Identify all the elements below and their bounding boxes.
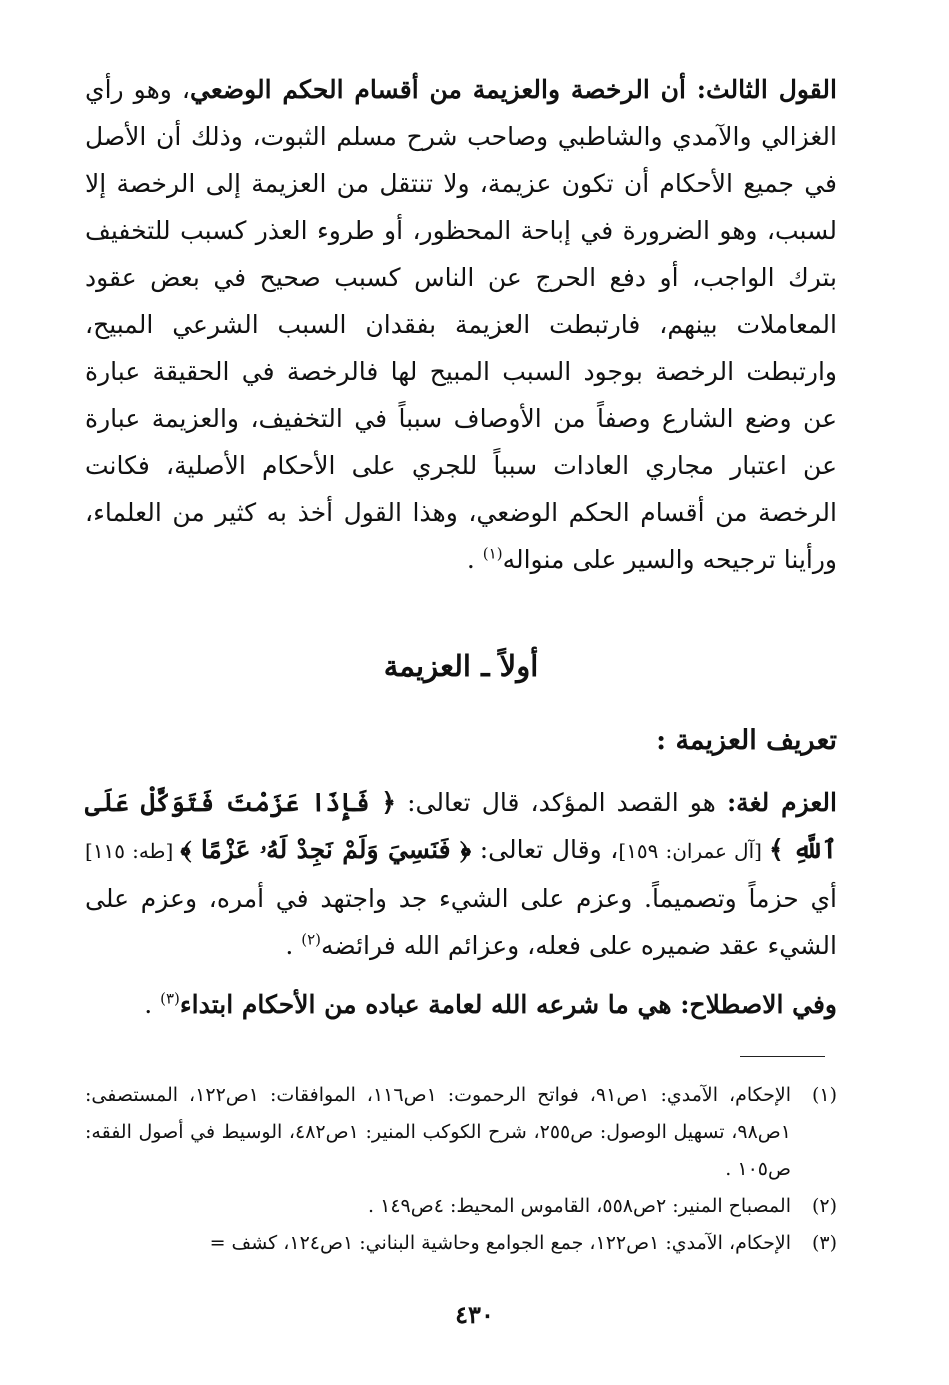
- page-number: ٤٣٠: [455, 1300, 494, 1329]
- quran-verse-1: ﴿ فَإِذَا عَزَمْتَ فَتَوَكَّلْ عَلَى ٱللَّهِ ﴾: [85, 788, 837, 864]
- definition-part2: ، وقال تعالى:: [471, 835, 619, 864]
- verse-citation-1: [آل عمران: ١٥٩]: [618, 839, 769, 863]
- document-page: [85, 66, 837, 1356]
- definition-part1: هو القصد المؤكد، قال تعالى:: [396, 788, 727, 817]
- term-end: .: [144, 990, 161, 1019]
- definition-paragraph: [85, 779, 837, 969]
- intro-body: ، وهو رأي الغزالي والآمدي والشاطبي وصاحب شرح مسلم الثبوت، وذلك أن الأصل في جميع الأحكام أن تكون عزيمة، ولا تنتقل من العزيمة إلى الرخصة إلا لسبب، وهو الضرورة في إباحة المحظور، أو طروء العذر كسبب للتخفيف بترك الواجب، أو دفع الحرج عن الناس كسبب صحيح في بعض عقود المعاملات بينهم، فارتبطت العزيمة بفقدان السبب الشرعي المبيح، وارتبطت الرخصة بوجود السبب المبيح لها فالرخصة في الحقيقة عبارة عن وضع الشارع وصفاً من الأوصاف سبباً في التخفيف، والعزيمة عبارة عن اعتبار مجاري العادات سبباً للجري على الأحكام الأصلية، فكانت الرخصة من أقسام الحكم الوضعي، وهذا القول أخذ به كثير من العلماء، ورأينا ترجيحه والسير على منواله: [85, 75, 837, 574]
- footnote-mark-1[interactable]: (١): [482, 544, 503, 563]
- sub-heading: تعريف العزيمة :: [656, 725, 837, 756]
- footnote-number: (٣): [811, 1232, 837, 1254]
- footnote-text: الإحكام، الآمدي: ١ص١٢٢، جمع الجوامع وحاشية البناني: ١ص١٢٤، كشف =: [209, 1232, 791, 1254]
- footnote-number: (١): [811, 1084, 837, 1106]
- term-paragraph: [85, 981, 837, 1028]
- footnotes: [85, 1077, 837, 1262]
- footnote-item: [85, 1225, 837, 1262]
- footnote-number: (٢): [811, 1195, 837, 1217]
- footnote-text: الإحكام، الآمدي: ١ص٩١، فواتح الرحموت: ١ص١١٦، الموافقات: ١ص١٢٢، المستصفى: ١ص٩٨، تسهيل الوصول: ص٢٥٥، شرح الكوكب المنير: ١ص٤٨٢، الوسيط في أصول الفقه: ص١٠٥ .: [85, 1084, 791, 1180]
- quran-verse-2: ﴿ فَنَسِيَ وَلَمْ نَجِدْ لَهُۥ عَزْمًا ﴾: [180, 835, 472, 864]
- intro-lead: القول الثالث: أن الرخصة والعزيمة من أقسام الحكم الوضعي: [189, 75, 837, 104]
- verse-citation-2: [طه: ١١٥]: [85, 839, 181, 863]
- intro-end: .: [466, 545, 483, 574]
- section-heading: أولاً ـ العزيمة: [383, 649, 539, 683]
- footnote-item: [85, 1077, 837, 1188]
- definition-lead: العزم لغة:: [726, 788, 837, 817]
- intro-paragraph: [85, 66, 837, 583]
- footnote-mark-3[interactable]: (٣): [160, 989, 180, 1008]
- footnote-text: المصباح المنير: ٢ص٥٥٨، القاموس المحيط: ٤ص١٤٩ .: [368, 1195, 791, 1217]
- term-lead: وفي الاصطلاح: هي ما شرعه الله لعامة عباده من الأحكام ابتداء: [179, 990, 837, 1019]
- footnote-divider: [740, 1056, 825, 1057]
- definition-end: .: [285, 931, 302, 960]
- footnote-mark-2[interactable]: (٢): [301, 930, 322, 949]
- definition-part3: أي حزماً وتصميماً. وعزم على الشيء جد واجتهد في أمره، وعزم على الشيء عقد ضميره على فعله، وعزائم الله فرائضه: [85, 884, 837, 960]
- footnote-item: [85, 1188, 837, 1225]
